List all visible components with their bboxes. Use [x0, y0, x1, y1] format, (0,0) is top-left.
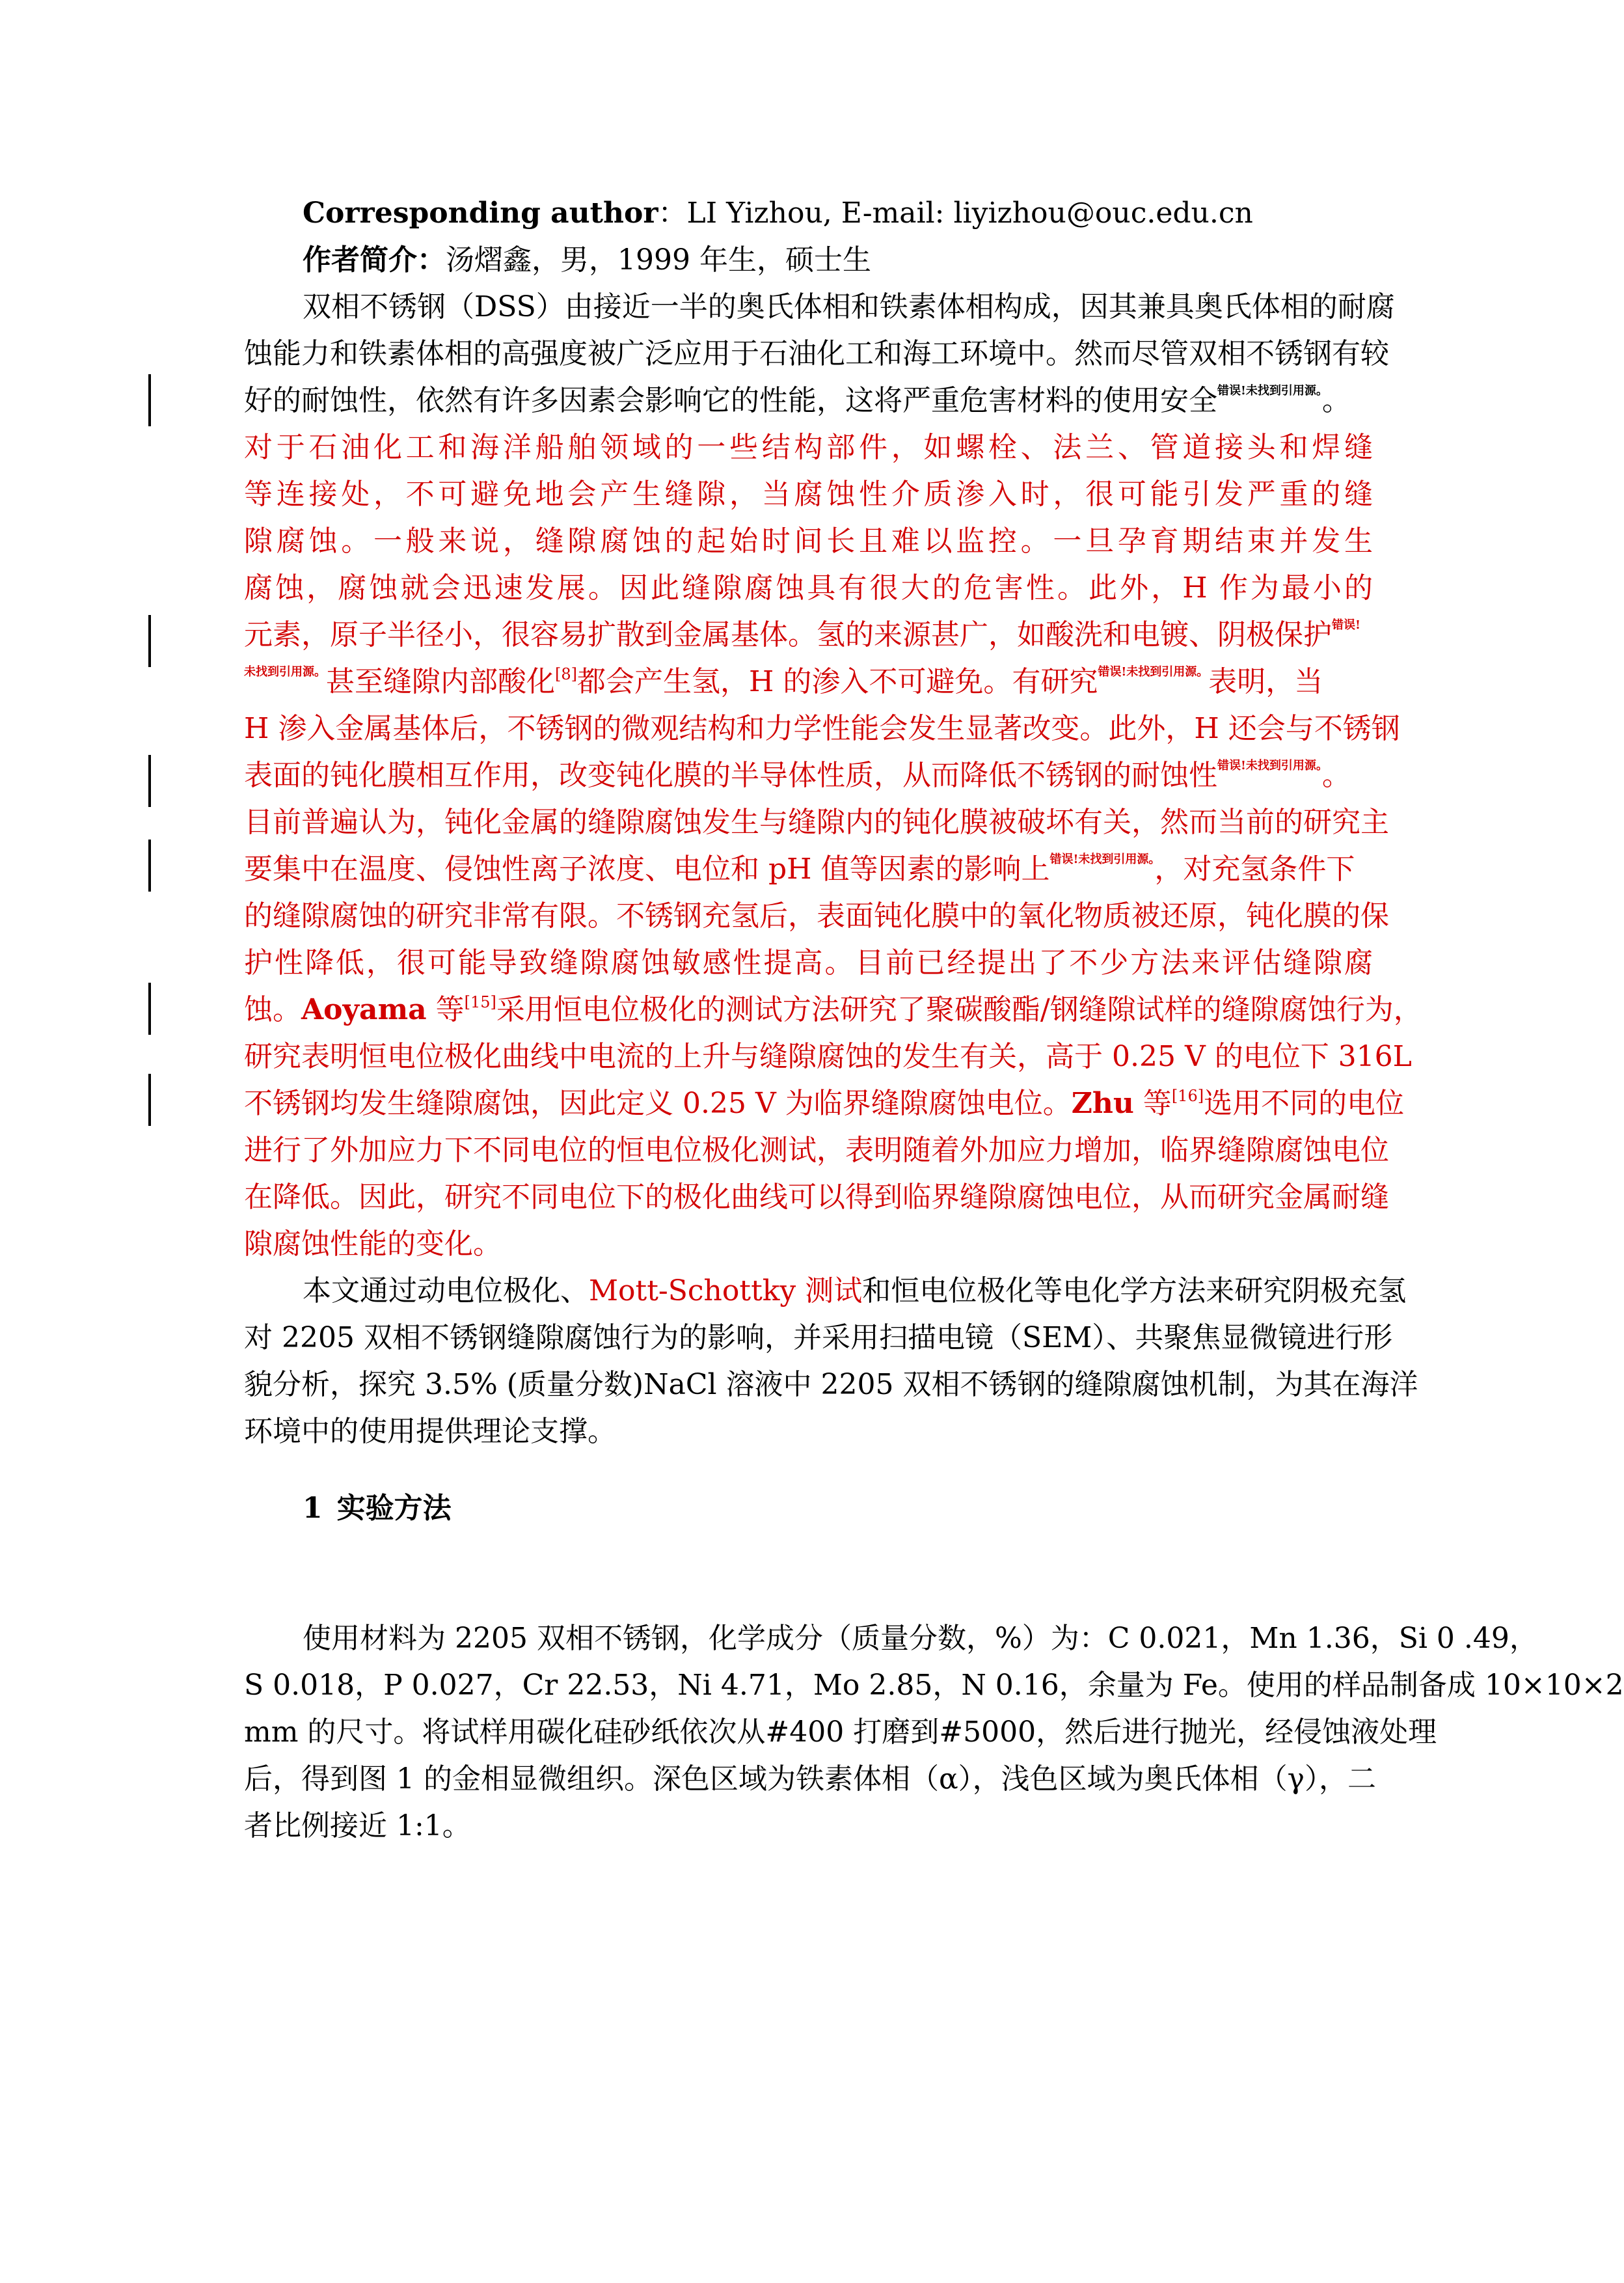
- citation-error: 错误!: [1332, 618, 1360, 632]
- citation-error: 错误!未找到引用源。: [1217, 759, 1322, 772]
- paragraph-1-line: 双相不锈钢（DSS）由接近一半的奥氏体相和铁素体相构成，因其兼具奥氏体相的耐腐: [303, 290, 1395, 323]
- paragraph-3-line: 者比例接近 1:1。: [244, 1809, 471, 1842]
- author-name: Aoyama: [301, 993, 427, 1026]
- author-name: Zhu: [1071, 1087, 1134, 1120]
- section-title: 实验方法: [336, 1492, 452, 1525]
- paragraph-1-line: 要集中在温度、侵蚀性离子浓度、电位和 pH 值等因素的影响上$^{错误!未找到引用源。}$，对充氢条件下: [244, 853, 1355, 886]
- reference-8: [8]: [555, 665, 577, 683]
- paragraph-1-line: 隙腐蚀。一般来说，缝隙腐蚀的起始时间长且难以监控。一旦孕育期结束并发生: [244, 525, 1373, 558]
- paragraph-1-line: 研究表明恒电位极化曲线中电流的上升与缝隙腐蚀的发生有关，高于 0.25 V 的电位下 316L: [244, 1040, 1412, 1073]
- reference-15: [15]: [464, 993, 496, 1011]
- author-bio-text: 汤熠鑫，男，1999 年生，硕士生: [446, 243, 871, 277]
- change-bar: [148, 374, 151, 426]
- paragraph-1-line: 隙腐蚀性能的变化。: [244, 1227, 502, 1261]
- citation-error: 错误!未找到引用源。: [1217, 384, 1322, 398]
- paragraph-1-line: 目前普遍认为，钝化金属的缝隙腐蚀发生与缝隙内的钝化膜被破坏有关，然而当前的研究主: [244, 806, 1389, 839]
- reference-16: [16]: [1171, 1087, 1204, 1105]
- paragraph-1-line: 元素，原子半径小，很容易扩散到金属基体。氢的来源甚广，如酸洗和电镀、阴极保护$^{错误!}$: [244, 618, 1360, 651]
- paragraph-2-line: 本文通过动电位极化、Mott-Schottky 测试和恒电位极化等电化学方法来研究阴极充氢: [303, 1274, 1407, 1307]
- change-bar: [148, 1074, 151, 1126]
- corresponding-author-line: Corresponding author：LI Yizhou, E-mail: liyizhou@ouc.edu.cn: [303, 197, 1253, 230]
- section-heading: [303, 1490, 1373, 1527]
- change-bar: [148, 615, 151, 667]
- paragraph-1-line: 蚀能力和铁素体相的高强度被广泛应用于石油化工和海工环境中。然而尽管双相不锈钢有较: [244, 337, 1389, 370]
- paragraph-1-line: 的缝隙腐蚀的研究非常有限。不锈钢充氢后，表面钝化膜中的氧化物质被还原，钝化膜的保: [244, 899, 1389, 933]
- paragraph-1-line: 蚀。Aoyama 等[15]采用恒电位极化的测试方法研究了聚碳酸酯/钢缝隙试样的缝隙腐蚀行为，: [244, 993, 1422, 1026]
- paragraph-1-line: 在降低。因此，研究不同电位下的极化曲线可以得到临界缝隙腐蚀电位，从而研究金属耐缝: [244, 1181, 1389, 1214]
- change-bar: [148, 840, 151, 892]
- paragraph-1-line: 表面的钝化膜相互作用，改变钝化膜的半导体性质，从而降低不锈钢的耐蚀性$^{错误!未找到引用源。}$。: [244, 759, 1351, 792]
- author-bio-line: [303, 242, 1373, 279]
- change-bar: [148, 755, 151, 807]
- author-bio-label: 作者简介：: [303, 243, 446, 277]
- paragraph-2-line: 对 2205 双相不锈钢缝隙腐蚀行为的影响，并采用扫描电镜（SEM）、共聚焦显微镜进行形: [244, 1321, 1393, 1354]
- paragraph-1-line: $^{未找到引用源。}$甚至缝隙内部酸化[8]都会产生氢，H 的渗入不可避免。有研究$^{错误!未找到引用源。}$表明，当: [244, 665, 1323, 698]
- citation-error: 未找到引用源。: [244, 665, 326, 679]
- corresponding-author-label: Corresponding author: [303, 197, 658, 230]
- paragraph-2-line: 貌分析，探究 3.5% (质量分数)NaCl 溶液中 2205 双相不锈钢的缝隙腐蚀机制，为其在海洋: [244, 1368, 1418, 1401]
- paragraph-3-line: 使用材料为 2205 双相不锈钢，化学成分（质量分数，%）为：C 0.021，Mn 1.36，Si 0 .49，: [303, 1622, 1538, 1655]
- section-number: 1: [303, 1492, 323, 1525]
- paragraph-1-line: 等连接处，不可避免地会产生缝隙，当腐蚀性介质渗入时，很可能引发严重的缝: [244, 478, 1373, 511]
- paragraph-1-line: 护性降低，很可能导致缝隙腐蚀敏感性提高。目前已经提出了不少方法来评估缝隙腐: [244, 946, 1373, 979]
- paragraph-3-line: mm 的尺寸。将试样用碳化硅砂纸依次从#400 打磨到#5000，然后进行抛光，经侵蚀液处理: [244, 1716, 1437, 1749]
- paragraph-1-line: 好的耐蚀性，依然有许多因素会影响它的性能，这将严重危害材料的使用安全$^{错误!未找到引用源。}$。: [244, 384, 1351, 417]
- paragraph-1-line: 对于石油化工和海洋船舶领域的一些结构部件，如螺栓、法兰、管道接头和焊缝: [244, 431, 1373, 464]
- change-bar: [148, 983, 151, 1035]
- mott-schottky-text: Mott-Schottky 测试: [589, 1274, 863, 1307]
- corresponding-author-text: LI Yizhou, E-mail: liyizhou@ouc.edu.cn: [686, 197, 1253, 230]
- paragraph-1-line: 腐蚀，腐蚀就会迅速发展。因此缝隙腐蚀具有很大的危害性。此外，H 作为最小的: [244, 571, 1373, 605]
- citation-error: 错误!未找到引用源。: [1098, 665, 1209, 679]
- paragraph-3-line: S 0.018，P 0.027，Cr 22.53，Ni 4.71，Mo 2.85，N 0.16，余量为 Fe。使用的样品制备成 10×10×2: [244, 1669, 1624, 1702]
- paragraph-1-line: 不锈钢均发生缝隙腐蚀，因此定义 0.25 V 为临界缝隙腐蚀电位。Zhu 等[16]选用不同的电位: [244, 1087, 1405, 1120]
- paragraph-1-line: H 渗入金属基体后，不锈钢的微观结构和力学性能会发生显著改变。此外，H 还会与不锈钢: [244, 712, 1400, 745]
- paragraph-2-line: 环境中的使用提供理论支撑。: [244, 1415, 616, 1448]
- paragraph-1-line: 进行了外加应力下不同电位的恒电位极化测试，表明随着外加应力增加，临界缝隙腐蚀电位: [244, 1134, 1389, 1167]
- paragraph-3-line: 后，得到图 1 的金相显微组织。深色区域为铁素体相（α），浅色区域为奥氏体相（γ），二: [244, 1762, 1376, 1796]
- citation-error: 错误!未找到引用源。: [1049, 853, 1155, 866]
